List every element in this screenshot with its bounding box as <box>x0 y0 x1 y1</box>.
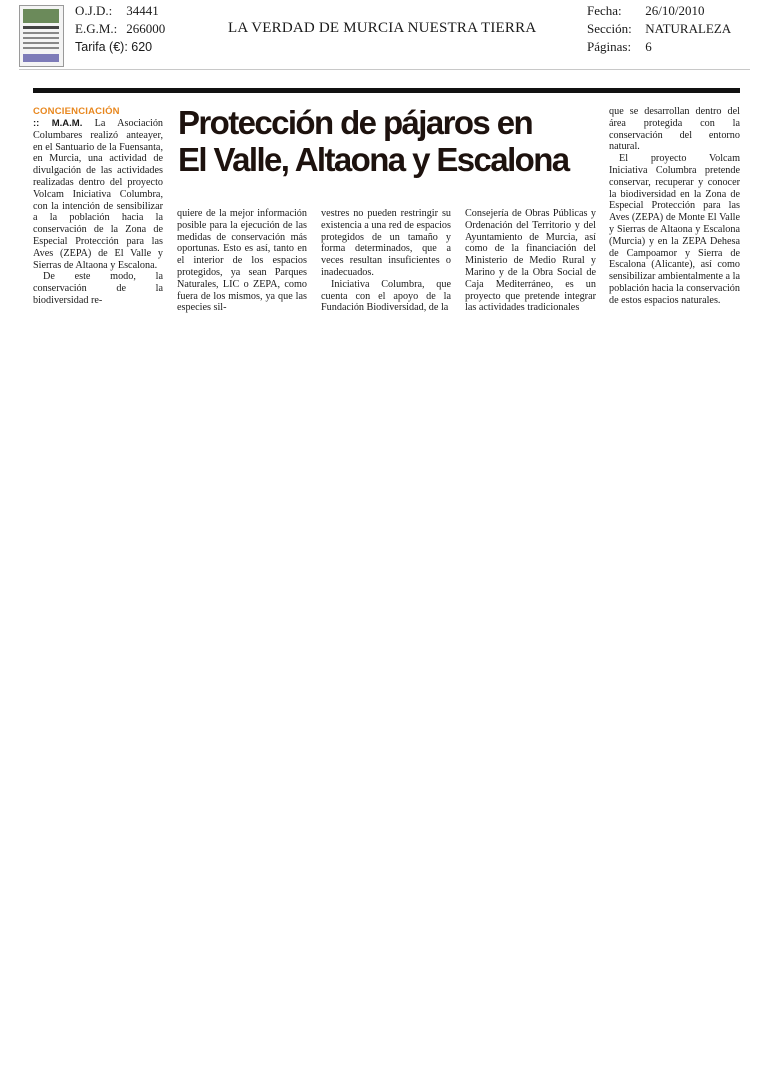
header-divider <box>19 69 750 70</box>
paginas-label: Páginas: <box>587 39 632 54</box>
issue-info <box>587 2 731 56</box>
article-column-5 <box>609 106 740 307</box>
seccion-label: Sección: <box>587 21 632 36</box>
ojd-label: O.J.D.: <box>75 3 113 18</box>
col5-paragraph-1: que se desarrollan dentro del área protegida con la conservación del entorno natural. <box>609 106 740 153</box>
col4-paragraph: Consejería de Obras Públicas y Ordenación del Territorio y del Ayuntamiento de Murcia, así como de la financiación del Ministerio de Medio Rural y Marino y de la Obra Social de Caja Mediterráneo, es un proyecto que pretende integrar las actividades tradicionales <box>465 208 596 314</box>
col1-paragraph-2: De este modo, la conservación de la biodiversidad re- <box>33 271 163 306</box>
ojd-value: 34441 <box>126 3 159 18</box>
audience-info <box>75 2 165 56</box>
article-kicker: CONCIENCIACIÓN <box>33 106 120 117</box>
tarifa: Tarifa (€): 620 <box>75 40 153 54</box>
egm-value: 266000 <box>126 21 166 36</box>
col5-paragraph-2: El proyecto Volcam Iniciativa Columbra pretende conservar, recuperar y conocer la biodiversidad en la Zona de Especial Protección para las Aves (ZEPA) de Monte El Valle y Sierras de Altaona y Escalona (Murcia) y en la ZEPA Dehesa de Campoamor y Sierra de Escalona (Alicante), así como sensibilizar ambientalmente a la población hacia la conservación de estos espacios naturales. <box>609 153 740 306</box>
article-column-1 <box>33 118 163 307</box>
article-column-3 <box>321 208 451 314</box>
seccion-value: NATURALEZA <box>645 21 732 36</box>
col1-paragraph-1: La Asociación Columbares realizó anteayer, en el Santuario de la Fuensanta, en Murcia, una actividad de divulgación de las actividades realizadas dentro del proyecto Volcam Iniciativa Columbra, con la intención de sensibilizar a la población hacia la conservación de la Zona de Especial Protección para las Aves (ZEPA) de El Valle y Sierras de Altaona y Escalona. <box>33 118 164 271</box>
article-column-4 <box>465 208 596 314</box>
col2-paragraph: quiere de la mejor información posible para la ejecución de las medidas de conservación más oportunas. Esto es así, tanto en el interior de los espacios protegidos, ya sean Parques Naturales, LIC o ZEPA, como fuera de los mismos, ya que las especies sil- <box>177 208 307 314</box>
headline-line-1: Protección de pájaros en <box>178 104 533 141</box>
fecha-value: 26/10/2010 <box>645 3 705 18</box>
paginas-value: 6 <box>645 39 652 54</box>
fecha-label: Fecha: <box>587 3 622 18</box>
col3-paragraph-1: vestres no pueden restringir su existencia a una red de espacios protegidos de un tamaño y forma determinados, que a veces resultan insuficientes o inadecuados. <box>321 208 451 278</box>
egm-label: E.G.M.: <box>75 21 118 36</box>
headline-line-2: El Valle, Altaona y Escalona <box>178 141 569 178</box>
col3-paragraph-2: Iniciativa Columbra, que cuenta con el apoyo de la Fundación Biodiversidad, de la <box>321 278 451 314</box>
byline: :: M.A.M. <box>33 118 83 129</box>
page-thumbnail <box>19 5 64 67</box>
article-top-rule <box>33 88 740 93</box>
article-column-2 <box>177 208 307 314</box>
article-headline <box>178 104 608 178</box>
publication-name: LA VERDAD DE MURCIA NUESTRA TIERRA <box>228 20 537 36</box>
